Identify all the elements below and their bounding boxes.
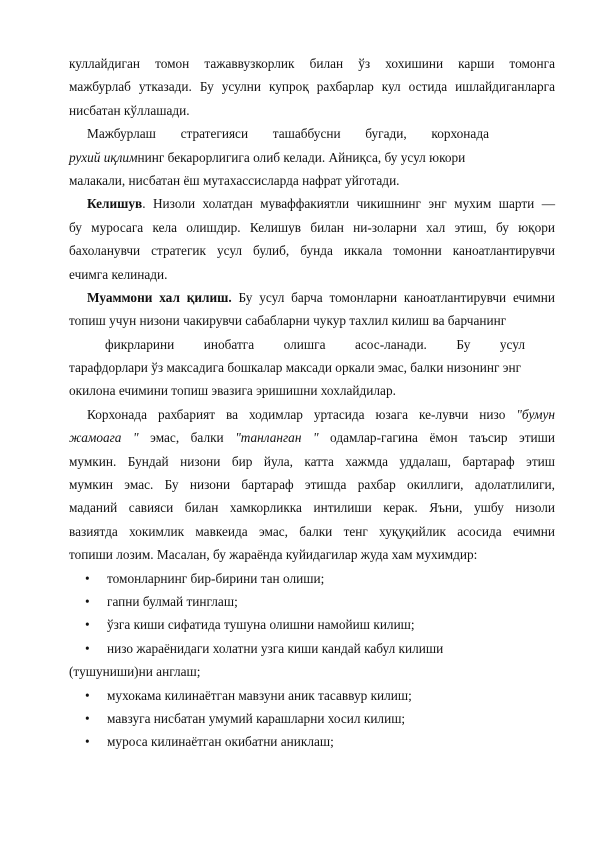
bullet-icon: •: [85, 734, 90, 750]
document-page: [69, 52, 555, 754]
paragraph-line: мумкин. Бундай низони бир йула, катта хажмда уддалаш, бартараф этиш: [69, 453, 555, 469]
paragraph-line: малакали, нисбатан ёш мутахассисларда нафрат уйготади.: [69, 172, 400, 188]
bullet-icon: •: [85, 687, 90, 703]
line-text: эмас, балки: [138, 430, 236, 446]
list-item-text: муроса килинаётган окибатни аниклаш;: [107, 734, 334, 750]
paragraph-line: [69, 192, 555, 215]
paragraph-line: мажбурлаб утказади. Бу усулни купроқ рахбарлар кул остида ишлайдиганларга: [69, 79, 555, 95]
line-text: Бу усул барча томонларни каноатлантирувчи ечимни: [231, 289, 555, 305]
list-item-text: ўзга киши сифатида тушуна олишни намойиш килиш;: [107, 617, 415, 633]
paragraph-line: фикрларини инобатга олишга асос-ланади. Бу усул: [105, 336, 525, 352]
paragraph-line: топиши лозим. Масалан, бу жараёнда куйидагилар жуда хам мухимдир:: [69, 547, 478, 563]
paragraph-line: маданий савияси билан хамкорликка интилиши керак. Яъни, ушбу низоли: [69, 500, 555, 516]
paragraph-line: нисбатан кўллашади.: [69, 102, 190, 118]
list-item: [69, 707, 555, 730]
list-item-continuation: (тушуниши)ни англаш;: [69, 664, 201, 680]
italic-term: рухий иқлим: [69, 149, 138, 165]
list-item: [69, 730, 555, 753]
paragraph-line: ечимга келинади.: [69, 266, 168, 282]
list-item-text: низо жараёнидаги холатни узга киши кандай кабул килиши: [107, 640, 444, 656]
list-item-text: гапни булмай тинглаш;: [107, 593, 238, 609]
bullet-icon: •: [85, 710, 90, 726]
line-text: одамлар-гагина ёмон таъсир этиши: [318, 430, 556, 446]
bullet-icon: •: [85, 570, 90, 586]
paragraph-line: окилона ечимини топиш эвазига эришишни хохлайдилар.: [69, 383, 396, 399]
list-item: [69, 613, 555, 636]
bold-term: Келишув: [87, 196, 143, 212]
paragraph-line: [69, 146, 555, 169]
paragraph-line: топиш учун низони чакирувчи сабабларни чукур тахлил килиш ва барчанинг: [69, 313, 507, 329]
list-item-text: мухокама килинаётган мавзуни аник тасаввур килиш;: [107, 687, 412, 703]
italic-term: жамоага ": [69, 430, 139, 446]
line-text: нинг бекарорлигига олиб келади. Айниқса, бу усул юкори: [137, 149, 466, 165]
bullet-icon: •: [85, 617, 90, 633]
paragraph-line: бахоланувчи стратегик усул булиб, бунда иккала томонни каноатлантирувчи: [69, 243, 555, 259]
paragraph-line: вазиятда хокимлик мавкеида эмас, балки тенг хуқуқийлик асосида ечимни: [69, 523, 555, 539]
paragraph-line: [69, 403, 555, 426]
bold-term: Муаммони хал қилиш.: [87, 289, 232, 305]
paragraph-line: куллайдиган томон тажаввузкорлик билан ўз хохишини карши томонга: [69, 56, 555, 71]
line-text: Корхонада рахбарият ва ходимлар уртасида юзага ке-лувчи низо: [87, 406, 517, 422]
paragraph-line: мумкин эмас. Бу низони бартараф этишда рахбар окиллиги, адолатлилиги,: [69, 477, 555, 493]
list-item-text: томонларнинг бир-бирини тан олиши;: [107, 570, 325, 586]
list-item: [69, 637, 555, 660]
line-text: . Низоли холатдан муваффакиятли чикишнинг энг мухим шарти —: [142, 196, 555, 212]
list-item: [69, 684, 555, 707]
italic-term: "бумун: [516, 406, 555, 422]
bullet-icon: •: [85, 640, 90, 656]
italic-term: "танланган ": [235, 430, 319, 446]
list-item: [69, 590, 555, 613]
list-item-text: мавзуга нисбатан умумий карашларни хосил килиш;: [107, 710, 406, 726]
paragraph-line: тарафдорлари ўз максадига бошкалар максади оркали эмас, балки низонинг энг: [69, 360, 522, 376]
bullet-icon: •: [85, 593, 90, 609]
paragraph-line: Мажбурлаш стратегияси ташаббусни бугади, корхонада: [87, 126, 489, 142]
paragraph-line: [69, 286, 555, 309]
paragraph-line: [69, 426, 555, 449]
list-item: [69, 567, 555, 590]
paragraph-line: бу муросага кела олишдир. Келишув билан ни-золарни хал этиш, бу юқори: [69, 219, 555, 235]
